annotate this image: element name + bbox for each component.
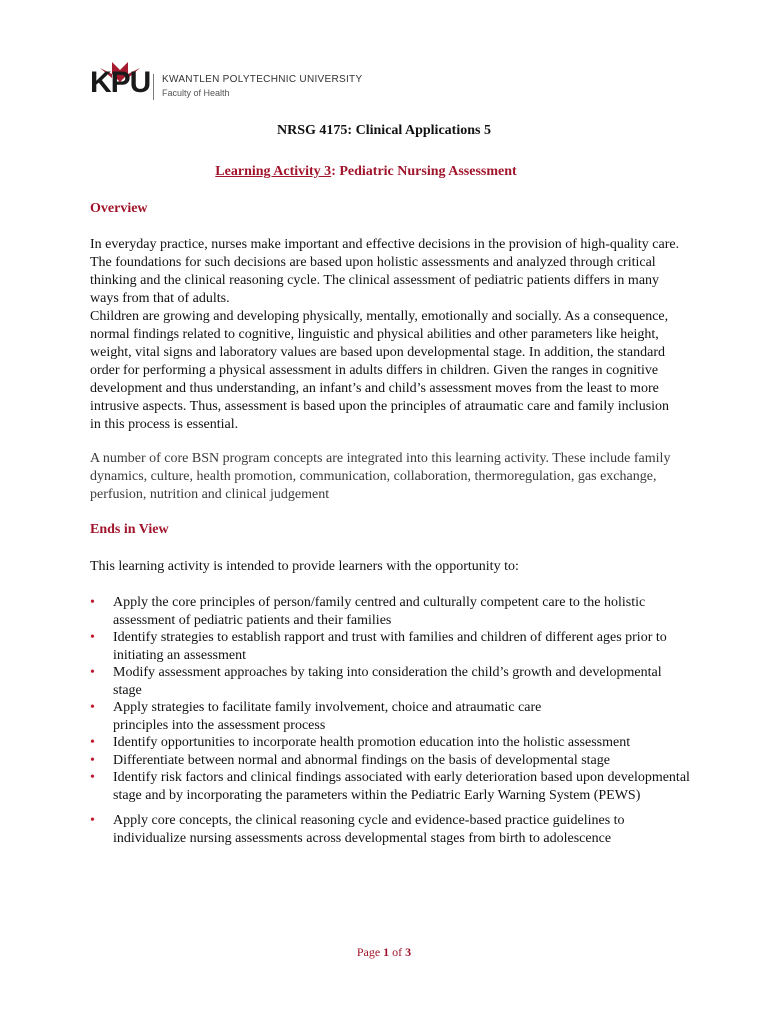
activity-title-prefix: Learning Activity 3 — [215, 164, 332, 179]
list-item-text: Apply the core principles of person/family centred and culturally competent care to the holistic assessment of pediatric patients and their families — [113, 595, 646, 628]
bullet-icon: • — [90, 770, 95, 785]
list-item — [90, 752, 690, 770]
list-item-text: Modify assessment approaches by taking into consideration the child’s growth and developmental stage — [113, 665, 662, 698]
list-item — [90, 734, 690, 752]
bullet-icon: • — [90, 752, 95, 768]
page-current: 1 — [383, 945, 390, 959]
logo-divider — [153, 74, 154, 100]
of-label: of — [392, 945, 403, 959]
overview-paragraph-1: In everyday practice, nurses make important and effective decisions in the provision of high-quality care. The foundations for such decisions are based upon holistic assessments and analyzed through critical thinking and the clinical reasoning cycle. The clinical assessment of pediatric patients differs in many ways from that of adults. — [90, 237, 680, 306]
ends-in-view-intro: This learning activity is intended to provide learners with the opportunity to: — [90, 559, 519, 574]
course-title: NRSG 4175: Clinical Applications 5 — [277, 123, 491, 138]
overview-paragraph-2: Children are growing and developing physically, mentally, emotionally and socially. As a consequence, normal findings related to cognitive, linguistic and physical abilities and other parameters like height, weight, vital signs and laboratory values are based upon developmental stage. In addition, the standard order for performing a physical assessment in adults differs in children. Given the ranges in cognitive development and thus understanding, an infant’s and child’s assessment moves from the least to more intrusive aspects. Thus, assessment is based upon the principles of atraumatic care and family inclusion in this process is essential. — [90, 309, 670, 432]
bullet-icon: • — [90, 665, 95, 680]
list-item-text: Identify strategies to establish rapport and trust with families and children of different ages prior to initiating an assessment — [113, 630, 667, 663]
university-name: KWANTLEN POLYTECHNIC UNIVERSITY — [162, 74, 363, 85]
page-footer — [0, 945, 768, 960]
list-item-text: Apply core concepts, the clinical reasoning cycle and evidence-based practice guidelines to individualize nursing assessments across developmental stages from birth to adolescence — [113, 813, 625, 846]
list-item — [90, 812, 690, 847]
list-item — [90, 769, 690, 804]
overview-heading: Overview — [90, 201, 148, 216]
bullet-icon: • — [90, 630, 95, 645]
list-item-text: Differentiate between normal and abnormal findings on the basis of developmental stage — [113, 752, 610, 768]
overview-paragraph-3: A number of core BSN program concepts are integrated into this learning activity. These include family dynamics, culture, health promotion, communication, collaboration, thermoregulation, gas exchange, perfusion, nutrition and clinical judgement — [90, 451, 671, 502]
list-item-text: Identify risk factors and clinical findings associated with early deterioration based upon developmental stage and by incorporating the parameters within the Pediatric Early Warning System (PEWS) — [113, 770, 690, 803]
list-item — [90, 629, 690, 664]
bullet-icon: • — [90, 595, 95, 610]
list-item-text: Apply strategies to facilitate family involvement, choice and atraumatic care principles into the assessment process — [113, 700, 542, 733]
list-item — [90, 664, 690, 699]
list-item-text: Identify opportunities to incorporate health promotion education into the holistic assessment — [113, 735, 631, 750]
bullet-icon: • — [90, 813, 95, 828]
activity-title — [0, 164, 732, 180]
list-item — [90, 699, 690, 734]
kpu-logo-text: KPU — [90, 66, 151, 99]
ends-in-view-heading: Ends in View — [90, 522, 169, 537]
list-item — [90, 594, 690, 629]
page-label: Page — [356, 945, 381, 959]
objectives-list — [90, 594, 690, 847]
bullet-icon: • — [90, 700, 95, 715]
activity-title-suffix: : Pediatric Nursing Assessment — [331, 164, 517, 179]
page-total: 3 — [405, 945, 412, 959]
faculty-name: Faculty of Health — [162, 88, 230, 98]
bullet-icon: • — [90, 735, 95, 750]
